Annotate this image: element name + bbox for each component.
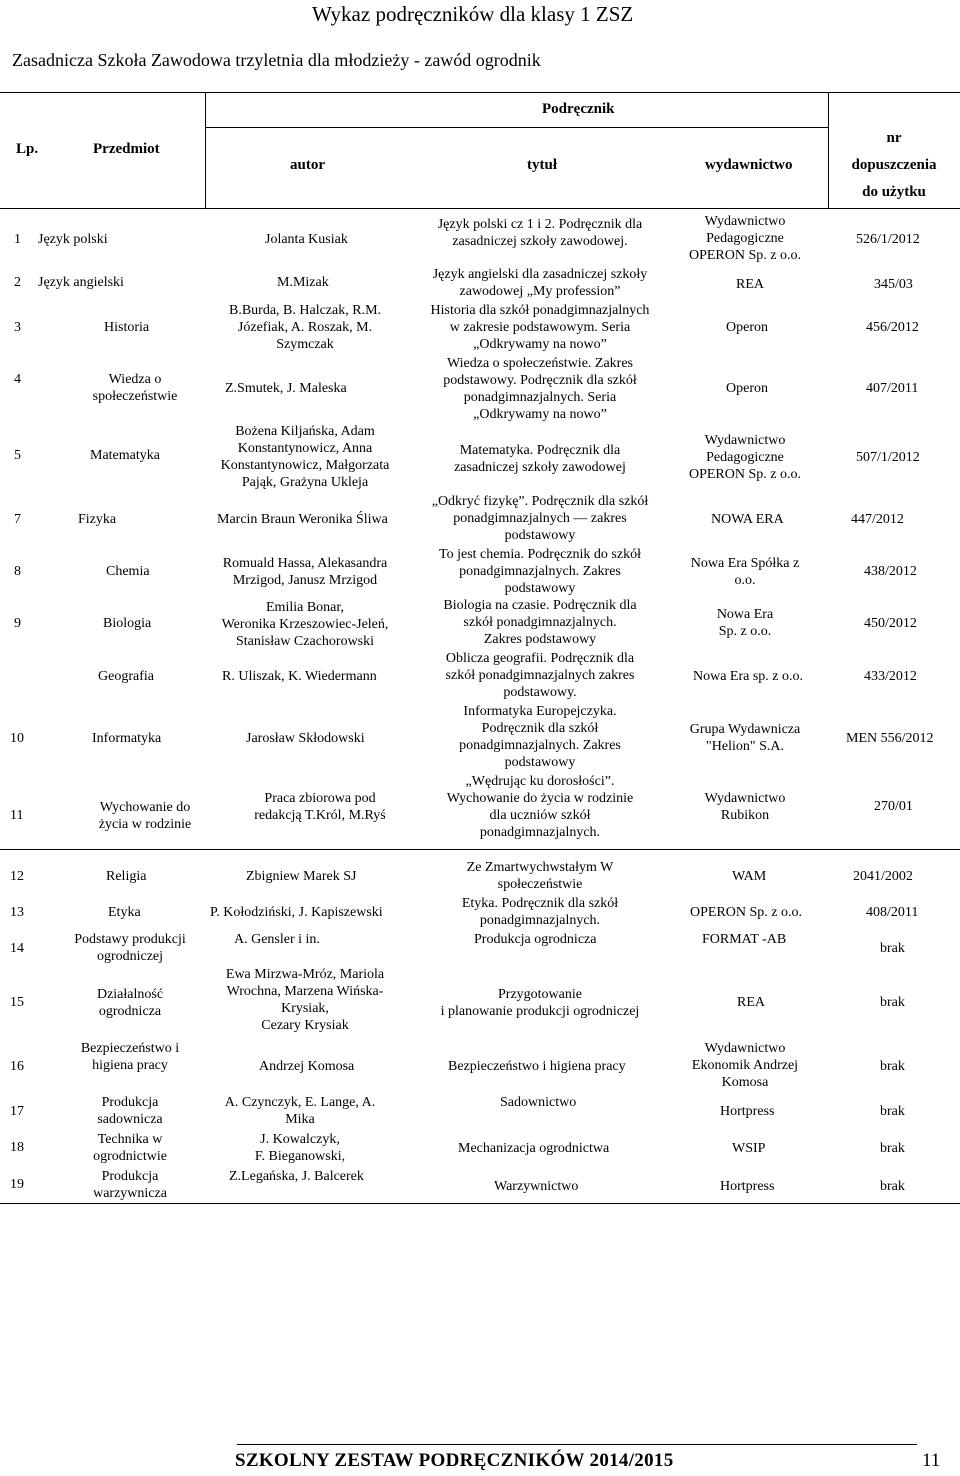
row-tytul: Przygotowanie i planowanie produkcji ogrodniczej: [440, 987, 640, 1019]
row-autor: Romuald Hassa, Alekasandra Mrzigod, Janusz Mrzigod: [222, 556, 388, 588]
row-tytul: Warzywnictwo: [494, 1179, 579, 1194]
row-nr: 2041/2002: [853, 869, 913, 884]
row-tytul: Mechanizacja ogrodnictwa: [458, 1141, 610, 1156]
row-lp: 17: [10, 1104, 24, 1119]
row-tytul: Bezpieczeństwo i higiena pracy: [448, 1059, 626, 1074]
footer-rule: [237, 1444, 917, 1445]
row-przedmiot: Etyka: [108, 905, 141, 920]
row-lp: 7: [14, 512, 21, 527]
header-podrecznik: Podręcznik: [542, 101, 615, 117]
row-wydawnictwo: Wydawnictwo Rubikon: [704, 791, 786, 823]
row-przedmiot: Geografia: [98, 669, 154, 684]
row-lp: 16: [10, 1059, 24, 1074]
header-tytul: tytuł: [527, 157, 557, 173]
row-wydawnictwo: Wydawnictwo Ekonomik Andrzej Komosa: [691, 1041, 799, 1090]
header-nr: nr: [886, 130, 902, 146]
row-tytul: Język angielski dla zasadniczej szkoły zawodowej „My profession”: [432, 267, 648, 299]
row-lp: 15: [10, 995, 24, 1010]
row-nr: 450/2012: [864, 616, 917, 631]
row-tytul: Informatyka Europejczyka. Podręcznik dla szkół ponadgimnazjalnych. Zakres podstawowy: [459, 704, 621, 770]
row-nr: 433/2012: [864, 669, 917, 684]
row-nr: brak: [880, 1104, 905, 1119]
row-nr: brak: [880, 1059, 905, 1074]
row-tytul: Etyka. Podręcznik dla szkół ponadgimnazjalnych.: [461, 896, 619, 928]
row-autor: A. Gensler i in.: [234, 932, 320, 947]
row-przedmiot: Wychowanie do życia w rodzinie: [98, 800, 192, 832]
row-autor: J. Kowalczyk, F. Bieganowski,: [254, 1132, 346, 1164]
header-divider-bottom: [0, 208, 960, 209]
row-autor: M.Mizak: [277, 275, 329, 290]
row-autor: Z.Smutek, J. Maleska: [225, 381, 347, 396]
row-przedmiot: Matematyka: [90, 448, 160, 463]
row-tytul: Matematyka. Podręcznik dla zasadniczej szkoły zawodowej: [454, 443, 626, 475]
row-przedmiot: Informatyka: [92, 731, 162, 746]
row-lp: 14: [10, 941, 24, 956]
row-wydawnictwo: NOWA ERA: [711, 512, 784, 527]
row-autor: Praca zbiorowa pod redakcją T.Król, M.Ryś: [254, 791, 386, 823]
row-tytul: „Odkryć fizykę”. Podręcznik dla szkół ponadgimnazjalnych — zakres podstawowy: [431, 494, 649, 543]
row-lp: 18: [10, 1140, 24, 1155]
row-nr: 447/2012: [851, 512, 904, 527]
row-autor: Bożena Kiljańska, Adam Konstantynowicz, Anna Konstantynowicz, Małgorzata Pająk, Grażyna Ukleja: [220, 424, 390, 490]
row-lp: 9: [14, 616, 21, 631]
row-wydawnictwo: Wydawnictwo Pedagogiczne OPERON Sp. z o.o.: [688, 433, 801, 482]
row-wydawnictwo: Nowa Era Sp. z o.o.: [716, 607, 774, 639]
row-przedmiot: Religia: [106, 869, 147, 884]
row-autor: Zbigniew Marek SJ: [246, 869, 357, 884]
row-autor: A. Czynczyk, E. Lange, A. Mika: [224, 1095, 376, 1127]
row-lp: 10: [10, 731, 24, 746]
row-tytul: Oblicza geografii. Podręcznik dla szkół ponadgimnazjalnych zakres podstawowy.: [445, 651, 635, 700]
row-nr: brak: [880, 995, 905, 1010]
row-tytul: Ze Zmartwychwstałym W społeczeństwie: [466, 860, 614, 892]
row-autor: Andrzej Komosa: [259, 1059, 355, 1074]
row-autor: Z.Legańska, J. Balcerek: [229, 1169, 364, 1184]
row-nr: brak: [880, 941, 905, 956]
header-divider-podrecznik: [205, 127, 828, 128]
row-nr: 526/1/2012: [856, 232, 920, 247]
row-lp: 2: [14, 275, 21, 290]
footer-title: SZKOLNY ZESTAW PODRĘCZNIKÓW 2014/2015: [235, 1450, 674, 1471]
row-przedmiot: Fizyka: [78, 512, 117, 527]
page-title: Wykaz podręczników dla klasy 1 ZSZ: [312, 2, 634, 26]
row-nr: 345/03: [874, 277, 913, 292]
row-autor: Jolanta Kusiak: [265, 232, 348, 247]
row-nr: brak: [880, 1179, 905, 1194]
row-tytul: Biologia na czasie. Podręcznik dla szkół ponadgimnazjalnych. Zakres podstawowy: [443, 598, 637, 647]
row-wydawnictwo: WAM: [732, 869, 767, 884]
row-nr: 438/2012: [864, 564, 917, 579]
section-divider: [0, 849, 960, 850]
row-przedmiot: Produkcja sadownicza: [97, 1095, 163, 1127]
row-autor: B.Burda, B. Halczak, R.M. Józefiak, A. Roszak, M. Szymczak: [228, 303, 382, 352]
row-wydawnictwo: REA: [736, 277, 764, 292]
row-nr: brak: [880, 1141, 905, 1156]
row-przedmiot: Wiedza o społeczeństwie: [92, 372, 178, 404]
row-tytul: Język polski cz 1 i 2. Podręcznik dla zasadniczej szkoły zawodowej.: [437, 217, 643, 249]
row-tytul: Sadownictwo: [500, 1095, 577, 1110]
row-przedmiot: Biologia: [103, 616, 152, 631]
header-dopuszczenia: dopuszczenia: [851, 157, 937, 173]
header-lp: Lp.: [16, 141, 39, 157]
row-tytul: Wiedza o społeczeństwie. Zakres podstawowy. Podręcznik dla szkół ponadgimnazjalnych. Seria „Odkrywamy na nowo”: [443, 356, 637, 422]
row-wydawnictwo: Hortpress: [720, 1104, 775, 1119]
row-lp: 5: [14, 448, 21, 463]
row-lp: 4: [14, 372, 21, 387]
row-autor: R. Uliszak, K. Wiedermann: [222, 669, 377, 684]
row-nr: MEN 556/2012: [846, 731, 934, 746]
row-lp: 11: [10, 808, 24, 823]
row-przedmiot: Język angielski: [38, 275, 124, 290]
row-nr: 408/2011: [866, 905, 919, 920]
row-nr: 507/1/2012: [856, 450, 920, 465]
row-wydawnictwo: FORMAT -AB: [702, 932, 787, 947]
header-przedmiot: Przedmiot: [93, 141, 160, 157]
row-wydawnictwo: REA: [737, 995, 765, 1010]
row-autor: P. Kołodziński, J. Kapiszewski: [210, 905, 383, 920]
row-autor: Marcin Braun Weronika Śliwa: [217, 512, 388, 527]
row-lp: 13: [10, 905, 24, 920]
page-subtitle: Zasadnicza Szkoła Zawodowa trzyletnia dla młodzieży - zawód ogrodnik: [12, 50, 541, 70]
row-przedmiot: Działalność ogrodnicza: [96, 987, 164, 1019]
row-wydawnictwo: Grupa Wydawnicza "Helion" S.A.: [689, 722, 801, 754]
row-tytul: „Wędrując ku dorosłości”. Wychowanie do życia w rodzinie dla uczniów szkół ponadgimnazjalnych.: [446, 774, 634, 840]
row-lp: 3: [14, 320, 21, 335]
row-wydawnictwo: OPERON Sp. z o.o.: [690, 905, 803, 920]
row-wydawnictwo: Operon: [726, 320, 768, 335]
row-autor: Ewa Mirzwa-Mróz, Mariola Wrochna, Marzena Wińska- Krysiak, Cezary Krysiak: [225, 967, 385, 1033]
row-przedmiot: Historia: [104, 320, 150, 335]
header-wydawnictwo: wydawnictwo: [705, 157, 793, 173]
row-tytul: To jest chemia. Podręcznik do szkół ponadgimnazjalnych. Zakres podstawowy: [439, 547, 641, 596]
row-przedmiot: Język polski: [38, 232, 108, 247]
row-wydawnictwo: Hortpress: [720, 1179, 775, 1194]
row-nr: 270/01: [874, 799, 913, 814]
row-lp: 19: [10, 1177, 24, 1192]
header-col-divider-left: [205, 92, 206, 208]
header-do-uzytku: do użytku: [862, 184, 926, 200]
table-border-top: [0, 92, 960, 93]
row-wydawnictwo: Nowa Era sp. z o.o.: [693, 669, 804, 684]
page-number: 11: [922, 1450, 941, 1471]
row-wydawnictwo: WSIP: [732, 1141, 766, 1156]
row-tytul: Historia dla szkół ponadgimnazjalnych w zakresie podstawowym. Seria „Odkrywamy na nowo”: [430, 303, 650, 352]
row-lp: 12: [10, 869, 24, 884]
row-wydawnictwo: Nowa Era Spółka z o.o.: [690, 556, 800, 588]
row-nr: 407/2011: [866, 381, 919, 396]
row-autor: Emilia Bonar, Weronika Krzeszowiec-Jeleń, Stanisław Czachorowski: [221, 600, 389, 649]
header-autor: autor: [290, 157, 325, 173]
row-lp: 1: [14, 232, 21, 247]
row-przedmiot: Produkcja warzywnicza: [93, 1169, 167, 1201]
row-przedmiot: Chemia: [106, 564, 150, 579]
row-przedmiot: Podstawy produkcji ogrodniczej: [74, 932, 186, 964]
row-autor: Jarosław Skłodowski: [246, 731, 365, 746]
row-tytul: Produkcja ogrodnicza: [474, 932, 597, 947]
row-przedmiot: Bezpieczeństwo i higiena pracy: [80, 1041, 180, 1073]
row-lp: 8: [14, 564, 21, 579]
row-wydawnictwo: Wydawnictwo Pedagogiczne OPERON Sp. z o.o.: [688, 214, 801, 263]
row-wydawnictwo: Operon: [726, 381, 768, 396]
row-nr: 456/2012: [866, 320, 919, 335]
table-border-bottom: [0, 1203, 960, 1204]
row-przedmiot: Technika w ogrodnictwie: [93, 1132, 167, 1164]
